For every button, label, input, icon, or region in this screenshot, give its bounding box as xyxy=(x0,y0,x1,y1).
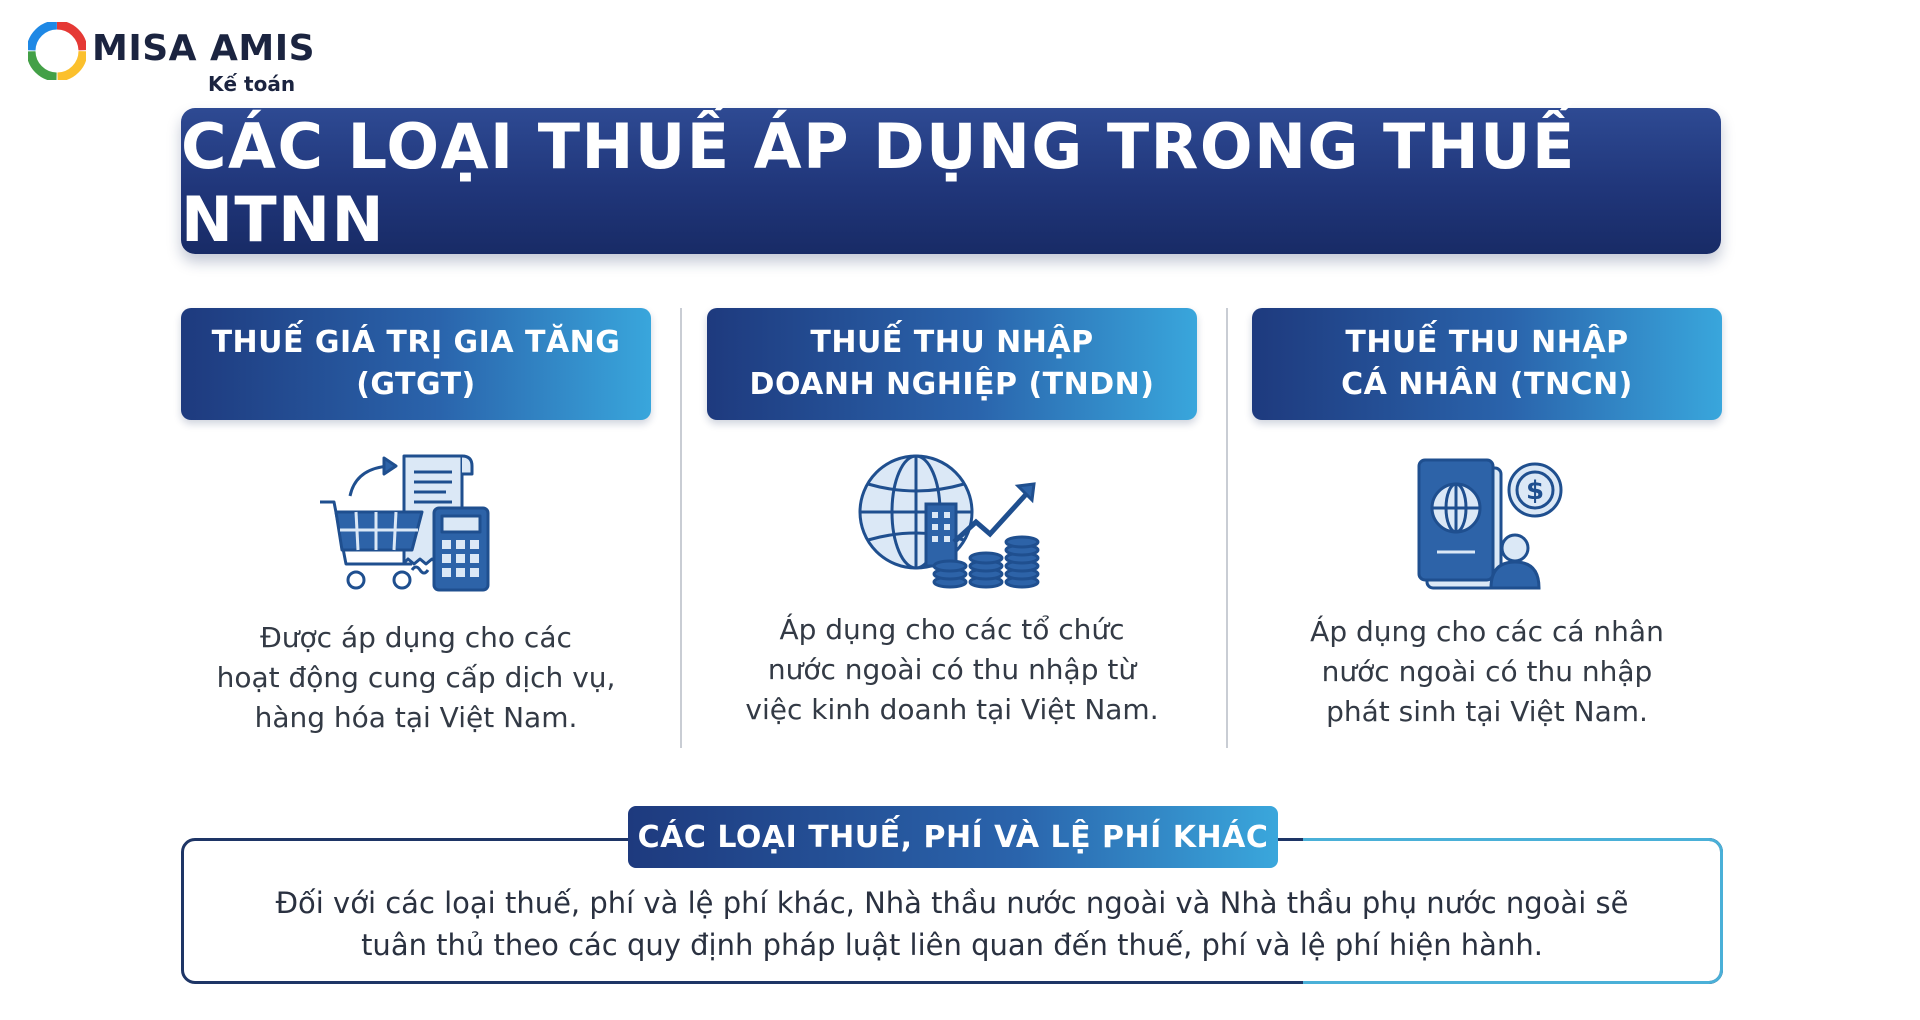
tax-card-desc-line: nước ngoài có thu nhập từ xyxy=(767,653,1137,686)
misa-amis-logo-icon xyxy=(28,22,86,80)
title-banner xyxy=(181,108,1721,254)
tax-card-header xyxy=(707,308,1197,420)
tax-card-desc-line: Áp dụng cho các cá nhân xyxy=(1310,615,1664,648)
tax-card-desc-line: hoạt động cung cấp dịch vụ, xyxy=(216,661,616,694)
tax-card-title-line1: THUẾ THU NHẬP xyxy=(1345,325,1629,360)
tax-card-description xyxy=(707,610,1197,730)
other-taxes-description xyxy=(181,882,1723,966)
other-taxes-badge xyxy=(628,806,1278,868)
tax-card-header xyxy=(181,308,651,420)
tax-card-desc-line: nước ngoài có thu nhập xyxy=(1321,655,1653,688)
page-title: CÁC LOẠI THUẾ ÁP DỤNG TRONG THUẾ NTNN xyxy=(181,110,1576,256)
tax-card-desc-line: việc kinh doanh tại Việt Nam. xyxy=(745,693,1159,726)
tax-card-title-line1: THUẾ GIÁ TRỊ GIA TĂNG xyxy=(211,325,621,360)
globe-building-coins-growth-icon xyxy=(852,450,1052,600)
brand-logo xyxy=(28,22,328,102)
column-divider xyxy=(680,308,682,748)
tax-card-description xyxy=(181,618,651,738)
logo-subtitle: Kế toán xyxy=(208,72,296,96)
other-taxes-line: Đối với các loại thuế, phí và lệ phí khác, Nhà thầu nước ngoài và Nhà thầu phụ nước ngoài sẽ xyxy=(275,886,1629,920)
other-taxes-line: tuân thủ theo các quy định pháp luật liên quan đến thuế, phí và lệ phí hiện hành. xyxy=(361,928,1543,962)
tax-card-tncn xyxy=(1252,308,1722,758)
tax-card-tndn xyxy=(707,308,1197,758)
tax-card-desc-line: Áp dụng cho các tổ chức xyxy=(779,613,1125,646)
tax-card-title-line2: DOANH NGHIỆP (TNDN) xyxy=(749,367,1155,402)
tax-card-header xyxy=(1252,308,1722,420)
tax-card-gtgt xyxy=(181,308,651,758)
tax-card-title-line1: THUẾ THU NHẬP xyxy=(810,325,1094,360)
passport-person-dollar-icon xyxy=(1387,450,1587,600)
tax-card-desc-line: hàng hóa tại Việt Nam. xyxy=(254,701,578,734)
shopping-cart-receipt-calculator-icon xyxy=(316,450,516,600)
tax-card-desc-line: phát sinh tại Việt Nam. xyxy=(1326,695,1648,728)
tax-card-desc-line: Được áp dụng cho các xyxy=(260,621,572,654)
tax-card-description xyxy=(1252,612,1722,732)
column-divider xyxy=(1226,308,1228,748)
logo-name: MISA AMIS xyxy=(92,28,316,69)
tax-card-title-line2: CÁ NHÂN (TNCN) xyxy=(1341,367,1633,402)
tax-card-title-line2: (GTGT) xyxy=(356,367,476,402)
svg-text:$: $ xyxy=(1525,476,1545,506)
other-taxes-title: CÁC LOẠI THUẾ, PHÍ VÀ LỆ PHÍ KHÁC xyxy=(637,819,1269,855)
